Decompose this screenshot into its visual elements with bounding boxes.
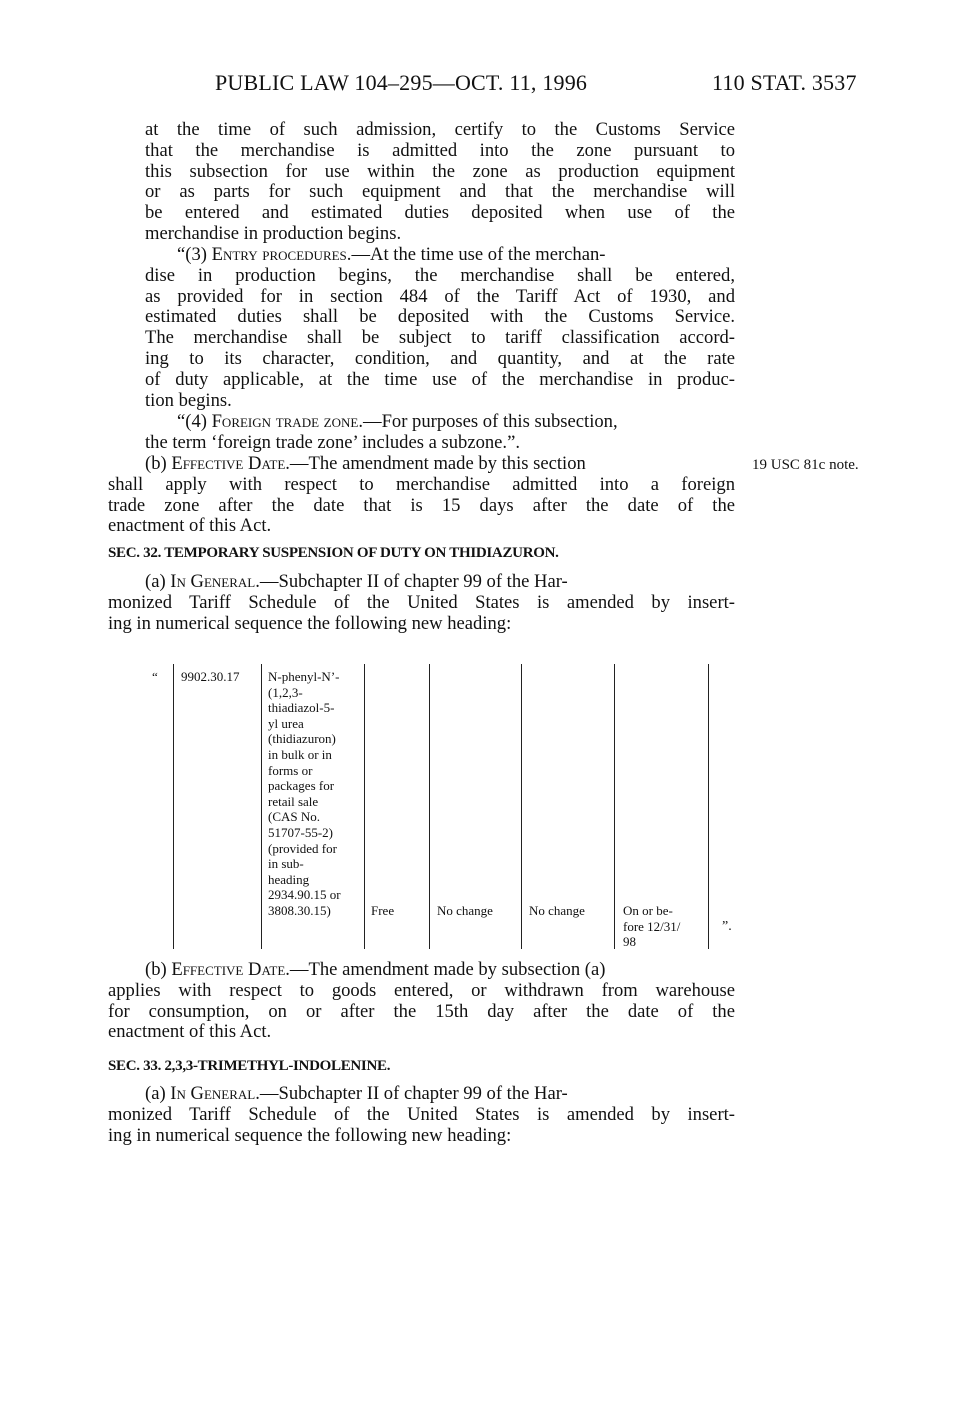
text-line-first — [145, 245, 735, 266]
text-line: monized Tariff Schedule of the United States is amended by insert- — [108, 1103, 735, 1125]
text-line: merchandise in production begins. — [145, 222, 402, 244]
text-fragment: .—For purposes of this subsection, — [358, 411, 618, 432]
text-line: of duty applicable, at the time use of the merchandise in produc- — [145, 368, 735, 390]
column-rule — [521, 664, 522, 949]
column-rule — [261, 664, 262, 949]
item-label: (a) — [145, 571, 171, 592]
column-rule — [364, 664, 365, 949]
text-line-first — [145, 412, 735, 433]
stat-page-reference: 110 STAT. 3537 — [712, 70, 857, 95]
description-line: (1,2,3- — [268, 684, 303, 700]
paragraph-continuation — [145, 120, 735, 245]
rate-column-2: No change — [529, 903, 585, 918]
text-line: as provided for in section 484 of the Tariff Act of 1930, and — [145, 285, 735, 307]
paragraph-heading: Effective Date — [171, 453, 286, 474]
text-line-first — [108, 960, 735, 981]
text-line: ing in numerical sequence the following new heading: — [108, 1124, 512, 1146]
column-rule — [429, 664, 430, 949]
text-line: the term ‘foreign trade zone’ includes a subzone.”. — [145, 431, 520, 453]
text-line: at the time of such admission, certify to the Customs Service — [145, 119, 735, 140]
description-line: thiadiazol-5- — [268, 700, 335, 716]
paragraph-effective-date — [108, 454, 735, 537]
text-line: applies with respect to goods entered, or withdrawn from warehouse — [108, 979, 735, 1001]
description-line: in sub- — [268, 856, 304, 872]
item-number: “(3) — [177, 244, 212, 265]
description-line: (CAS No. — [268, 809, 321, 825]
section-heading: SEC. 33. 2,3,3-TRIMETHYL-INDOLENINE. — [108, 1058, 391, 1074]
text-line-first — [108, 1084, 735, 1105]
margin-note: 19 USC 81c note. — [752, 457, 859, 473]
paragraph-heading: In General — [170, 1083, 256, 1104]
effective-period — [623, 903, 680, 950]
rate-special: No change — [437, 903, 493, 918]
text-line: for consumption, on or after the 15th day after the date of the — [108, 1000, 735, 1022]
text-line: The merchandise shall be subject to tariff classification accord- — [145, 327, 735, 349]
description-line: yl urea — [268, 715, 304, 731]
text-line: dise in production begins, the merchandise shall be entered, — [145, 264, 735, 286]
description-line: (provided for — [268, 840, 337, 856]
description-line: 51707-55-2) — [268, 824, 333, 840]
text-fragment: .—Subchapter II of chapter 99 of the Har- — [255, 1083, 568, 1104]
paragraph-entry-procedures — [145, 245, 735, 411]
description-line: (thidiazuron) — [268, 731, 336, 747]
text-fragment: .—The amendment made by this section — [285, 453, 586, 474]
text-line: ing to its character, condition, and quantity, and at the rate — [145, 347, 735, 369]
description-line: 2934.90.15 or — [268, 887, 341, 903]
description-line: packages for — [268, 778, 335, 794]
text-line: enactment of this Act. — [108, 515, 272, 537]
text-line: monized Tariff Schedule of the United States is amended by insert- — [108, 591, 735, 613]
paragraph-heading: In General — [170, 571, 256, 592]
article-description — [268, 669, 364, 919]
period-line: fore 12/31/ — [623, 918, 681, 934]
description-line: heading — [268, 871, 310, 887]
text-line: or as parts for such equipment and that the merchandise will — [145, 181, 735, 203]
text-line-first — [108, 572, 735, 593]
close-quote: ”. — [722, 919, 732, 934]
description-line: 3808.30.15) — [268, 902, 331, 918]
item-label: (b) — [145, 453, 172, 474]
heading-number: 9902.30.17 — [181, 669, 240, 684]
paragraph-in-general — [108, 572, 735, 634]
column-rule — [614, 664, 615, 949]
text-line: ing in numerical sequence the following new heading: — [108, 612, 512, 634]
description-line: retail sale — [268, 793, 319, 809]
description-line: N-phenyl-N’- — [268, 669, 340, 684]
open-quote: “ — [152, 669, 158, 684]
running-header-title: PUBLIC LAW 104–295—OCT. 11, 1996 — [215, 70, 588, 95]
item-label: (b) — [145, 959, 172, 980]
paragraph-heading: Effective Date — [171, 959, 286, 980]
text-line: that the merchandise is admitted into the zone pursuant to — [145, 139, 735, 161]
text-line-first — [108, 454, 735, 475]
paragraph-heading: Entry procedures — [211, 244, 347, 265]
item-label: (a) — [145, 1083, 171, 1104]
column-rule — [173, 664, 174, 949]
period-line: 98 — [623, 934, 636, 950]
rate-general: Free — [371, 903, 395, 918]
paragraph-effective-date-sec32 — [108, 960, 735, 1043]
text-line: be entered and estimated duties deposited when use of the — [145, 202, 735, 224]
text-fragment: .—Subchapter II of chapter 99 of the Har- — [255, 571, 568, 592]
paragraph-in-general — [108, 1084, 735, 1146]
text-line: trade zone after the date that is 15 days after the date of the — [108, 494, 735, 516]
text-line: shall apply with respect to merchandise admitted into a foreign — [108, 473, 735, 495]
paragraph-foreign-trade-zone — [145, 412, 735, 454]
text-line: enactment of this Act. — [108, 1021, 272, 1043]
description-line: forms or — [268, 762, 313, 778]
text-fragment: .—At the time use of the merchan- — [346, 244, 606, 265]
text-line: estimated duties shall be deposited with the Customs Service. — [145, 306, 735, 328]
period-line: On or be- — [623, 903, 673, 918]
description-line: in bulk or in — [268, 746, 332, 762]
text-line: this subsection for use within the zone as production equipment — [145, 160, 735, 182]
section-heading: SEC. 32. TEMPORARY SUSPENSION OF DUTY ON THIDIAZURON. — [108, 545, 559, 561]
text-line: tion begins. — [145, 389, 232, 411]
text-fragment: .—The amendment made by subsection (a) — [285, 959, 606, 980]
item-number: “(4) — [177, 411, 212, 432]
paragraph-heading: Foreign trade zone — [211, 411, 359, 432]
column-rule — [708, 664, 709, 949]
